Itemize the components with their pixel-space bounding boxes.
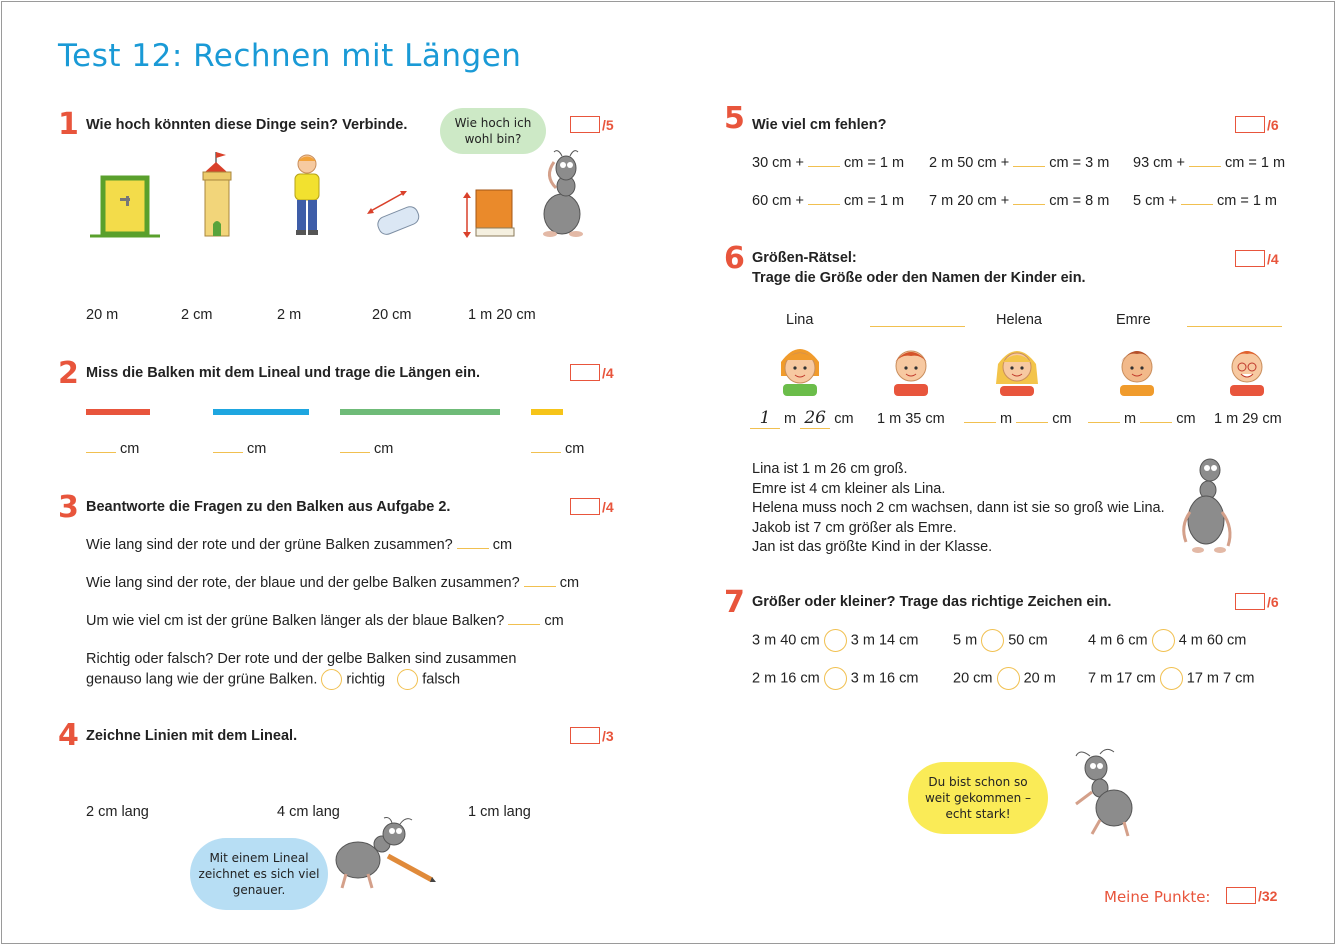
answer-blank[interactable]: [1088, 422, 1120, 423]
task-question: Größen-Rätsel:: [752, 250, 857, 266]
compare-circle[interactable]: [997, 667, 1020, 690]
child-face-emre: [1112, 340, 1162, 398]
total-score-box[interactable]: [1226, 887, 1256, 904]
handwritten-centimeters: 26: [800, 408, 830, 429]
score-box[interactable]: [1235, 593, 1265, 610]
radio-richtig[interactable]: [321, 669, 342, 690]
score-box[interactable]: [570, 727, 600, 744]
ant-mascot: [1176, 456, 1240, 556]
speech-bubble: Mit einem Lineal zeichnet es sich viel genauer.: [190, 838, 328, 910]
measure-answer[interactable]: cm: [531, 441, 584, 457]
measure-answer[interactable]: cm: [340, 441, 393, 457]
bar-green: [340, 409, 500, 415]
answer-blank[interactable]: [1140, 422, 1172, 423]
line-length-item: 1 cm lang: [468, 804, 531, 820]
child-height: 1 m 29 cm: [1214, 411, 1282, 427]
clue: Emre ist 4 cm kleiner als Lina.: [752, 480, 946, 497]
score-box[interactable]: [1235, 116, 1265, 133]
question-line: Um wie viel cm ist der grüne Balken länger als der blaue Balken? cm: [86, 613, 564, 629]
equation: 60 cm + cm = 1 m: [752, 193, 905, 209]
answer-blank[interactable]: [808, 166, 840, 167]
total-score-max: /32: [1258, 888, 1278, 904]
score-box[interactable]: [570, 498, 600, 515]
task-number: 5: [724, 101, 745, 136]
task-number: 4: [58, 718, 79, 753]
answer-option: 20 cm: [372, 307, 412, 323]
task-number: 1: [58, 107, 79, 142]
page-title: Test 12: Rechnen mit Längen: [58, 38, 522, 74]
answer-option: 2 m: [277, 307, 302, 323]
name-blank[interactable]: [870, 326, 965, 327]
speech-bubble: Du bist schon so weit gekommen – echt stark!: [908, 762, 1048, 834]
bar-yellow: [531, 409, 563, 415]
eraser-picture: [365, 186, 425, 236]
question-line: Wie lang sind der rote und der grüne Balken zusammen? cm: [86, 537, 513, 553]
size-answer: m cm: [964, 411, 1072, 427]
answer-blank[interactable]: [508, 624, 540, 625]
speech-bubble: Wie hoch ich wohl bin?: [440, 108, 546, 154]
answer-option: 1 m 20 cm: [468, 307, 536, 323]
book-picture: [460, 184, 522, 242]
task-question: Trage die Größe oder den Namen der Kinder ein.: [752, 270, 1086, 286]
total-label: Meine Punkte:: [1104, 888, 1211, 906]
line-length-item: 2 cm lang: [86, 804, 149, 820]
compare-circle[interactable]: [824, 629, 847, 652]
bar-red: [86, 409, 150, 415]
equation: 30 cm + cm = 1 m: [752, 155, 905, 171]
child-face: [1222, 340, 1272, 398]
comparison: 2 m 16 cm 3 m 16 cm: [752, 667, 918, 690]
child-name: Emre: [1116, 312, 1151, 328]
comparison: 3 m 40 cm 3 m 14 cm: [752, 629, 918, 652]
equation: 93 cm + cm = 1 m: [1133, 155, 1286, 171]
task-question: Wie hoch könnten diese Dinge sein? Verbinde.: [86, 117, 408, 133]
equation: 5 cm + cm = 1 m: [1133, 193, 1278, 209]
answer-blank[interactable]: [1016, 422, 1048, 423]
line-length-item: 4 cm lang: [277, 804, 340, 820]
ant-mascot: [1070, 748, 1142, 840]
tower-picture: [197, 148, 247, 240]
answer-blank[interactable]: [524, 586, 556, 587]
door-picture: [90, 170, 162, 240]
answer-option: 20 m: [86, 307, 119, 323]
comparison: 20 cm 20 m: [953, 667, 1056, 690]
score-max: /6: [1267, 594, 1279, 610]
answer-blank[interactable]: [1013, 166, 1045, 167]
comparison: 4 m 6 cm 4 m 60 cm: [1088, 629, 1246, 652]
compare-circle[interactable]: [981, 629, 1004, 652]
clue: Jakob ist 7 cm größer als Emre.: [752, 519, 957, 536]
task-question: Wie viel cm fehlen?: [752, 117, 887, 133]
answer-blank[interactable]: [964, 422, 996, 423]
size-answer-lina: 1 m 26 cm: [750, 408, 854, 429]
score-box[interactable]: [570, 364, 600, 381]
task-number: 6: [724, 241, 745, 276]
ant-with-pencil: [332, 816, 436, 894]
task-question: Miss die Balken mit dem Lineal und trage die Längen ein.: [86, 365, 480, 381]
equation: 7 m 20 cm + cm = 8 m: [929, 193, 1110, 209]
score-box[interactable]: [570, 116, 600, 133]
answer-blank[interactable]: [808, 204, 840, 205]
score-box[interactable]: [1235, 250, 1265, 267]
child-face: [886, 340, 936, 398]
question-line: Wie lang sind der rote, der blaue und der gelbe Balken zusammen? cm: [86, 575, 580, 591]
child-name: Lina: [786, 312, 814, 328]
ant-mascot: [536, 148, 606, 240]
score-max: /5: [602, 117, 614, 133]
task-question: Zeichne Linien mit dem Lineal.: [86, 728, 298, 744]
compare-circle[interactable]: [824, 667, 847, 690]
task-number: 7: [724, 585, 745, 620]
score-max: /4: [602, 365, 614, 381]
boy-picture: [286, 152, 328, 240]
child-name: Helena: [996, 312, 1042, 328]
answer-blank[interactable]: [1189, 166, 1221, 167]
answer-blank[interactable]: [1013, 204, 1045, 205]
answer-blank[interactable]: [1181, 204, 1213, 205]
true-false-line: genauso lang wie der grüne Balken. richtig falsch: [86, 669, 460, 690]
score-max: /4: [602, 499, 614, 515]
child-height: 1 m 35 cm: [877, 411, 945, 427]
measure-answer[interactable]: cm: [86, 441, 139, 457]
compare-circle[interactable]: [1160, 667, 1183, 690]
child-face-helena: [992, 340, 1042, 398]
child-face-lina: [775, 340, 825, 398]
task-number: 2: [58, 356, 79, 391]
task-number: 3: [58, 490, 79, 525]
compare-circle[interactable]: [1152, 629, 1175, 652]
clue: Lina ist 1 m 26 cm groß.: [752, 461, 908, 477]
radio-falsch[interactable]: [397, 669, 418, 690]
equation: 2 m 50 cm + cm = 3 m: [929, 155, 1110, 171]
name-blank[interactable]: [1187, 326, 1282, 327]
comparison: 5 m 50 cm: [953, 629, 1048, 652]
clue: Jan ist das größte Kind in der Klasse.: [752, 539, 993, 555]
clue-list: [752, 460, 1165, 558]
measure-answer[interactable]: cm: [213, 441, 266, 457]
score-max: /4: [1267, 251, 1279, 267]
score-max: /6: [1267, 117, 1279, 133]
bar-blue: [213, 409, 309, 415]
task-question: Beantworte die Fragen zu den Balken aus Aufgabe 2.: [86, 499, 451, 515]
size-answer: m cm: [1088, 411, 1196, 427]
answer-option: 2 cm: [181, 307, 213, 323]
score-max: /3: [602, 728, 614, 744]
handwritten-meters: 1: [750, 408, 780, 429]
comparison: 7 m 17 cm 17 m 7 cm: [1088, 667, 1254, 690]
true-false-text: Richtig oder falsch? Der rote und der gelbe Balken sind zusammen: [86, 651, 517, 667]
task-question: Größer oder kleiner? Trage das richtige Zeichen ein.: [752, 594, 1112, 610]
clue: Helena muss noch 2 cm wachsen, dann ist sie so groß wie Lina.: [752, 500, 1165, 516]
answer-blank[interactable]: [457, 548, 489, 549]
